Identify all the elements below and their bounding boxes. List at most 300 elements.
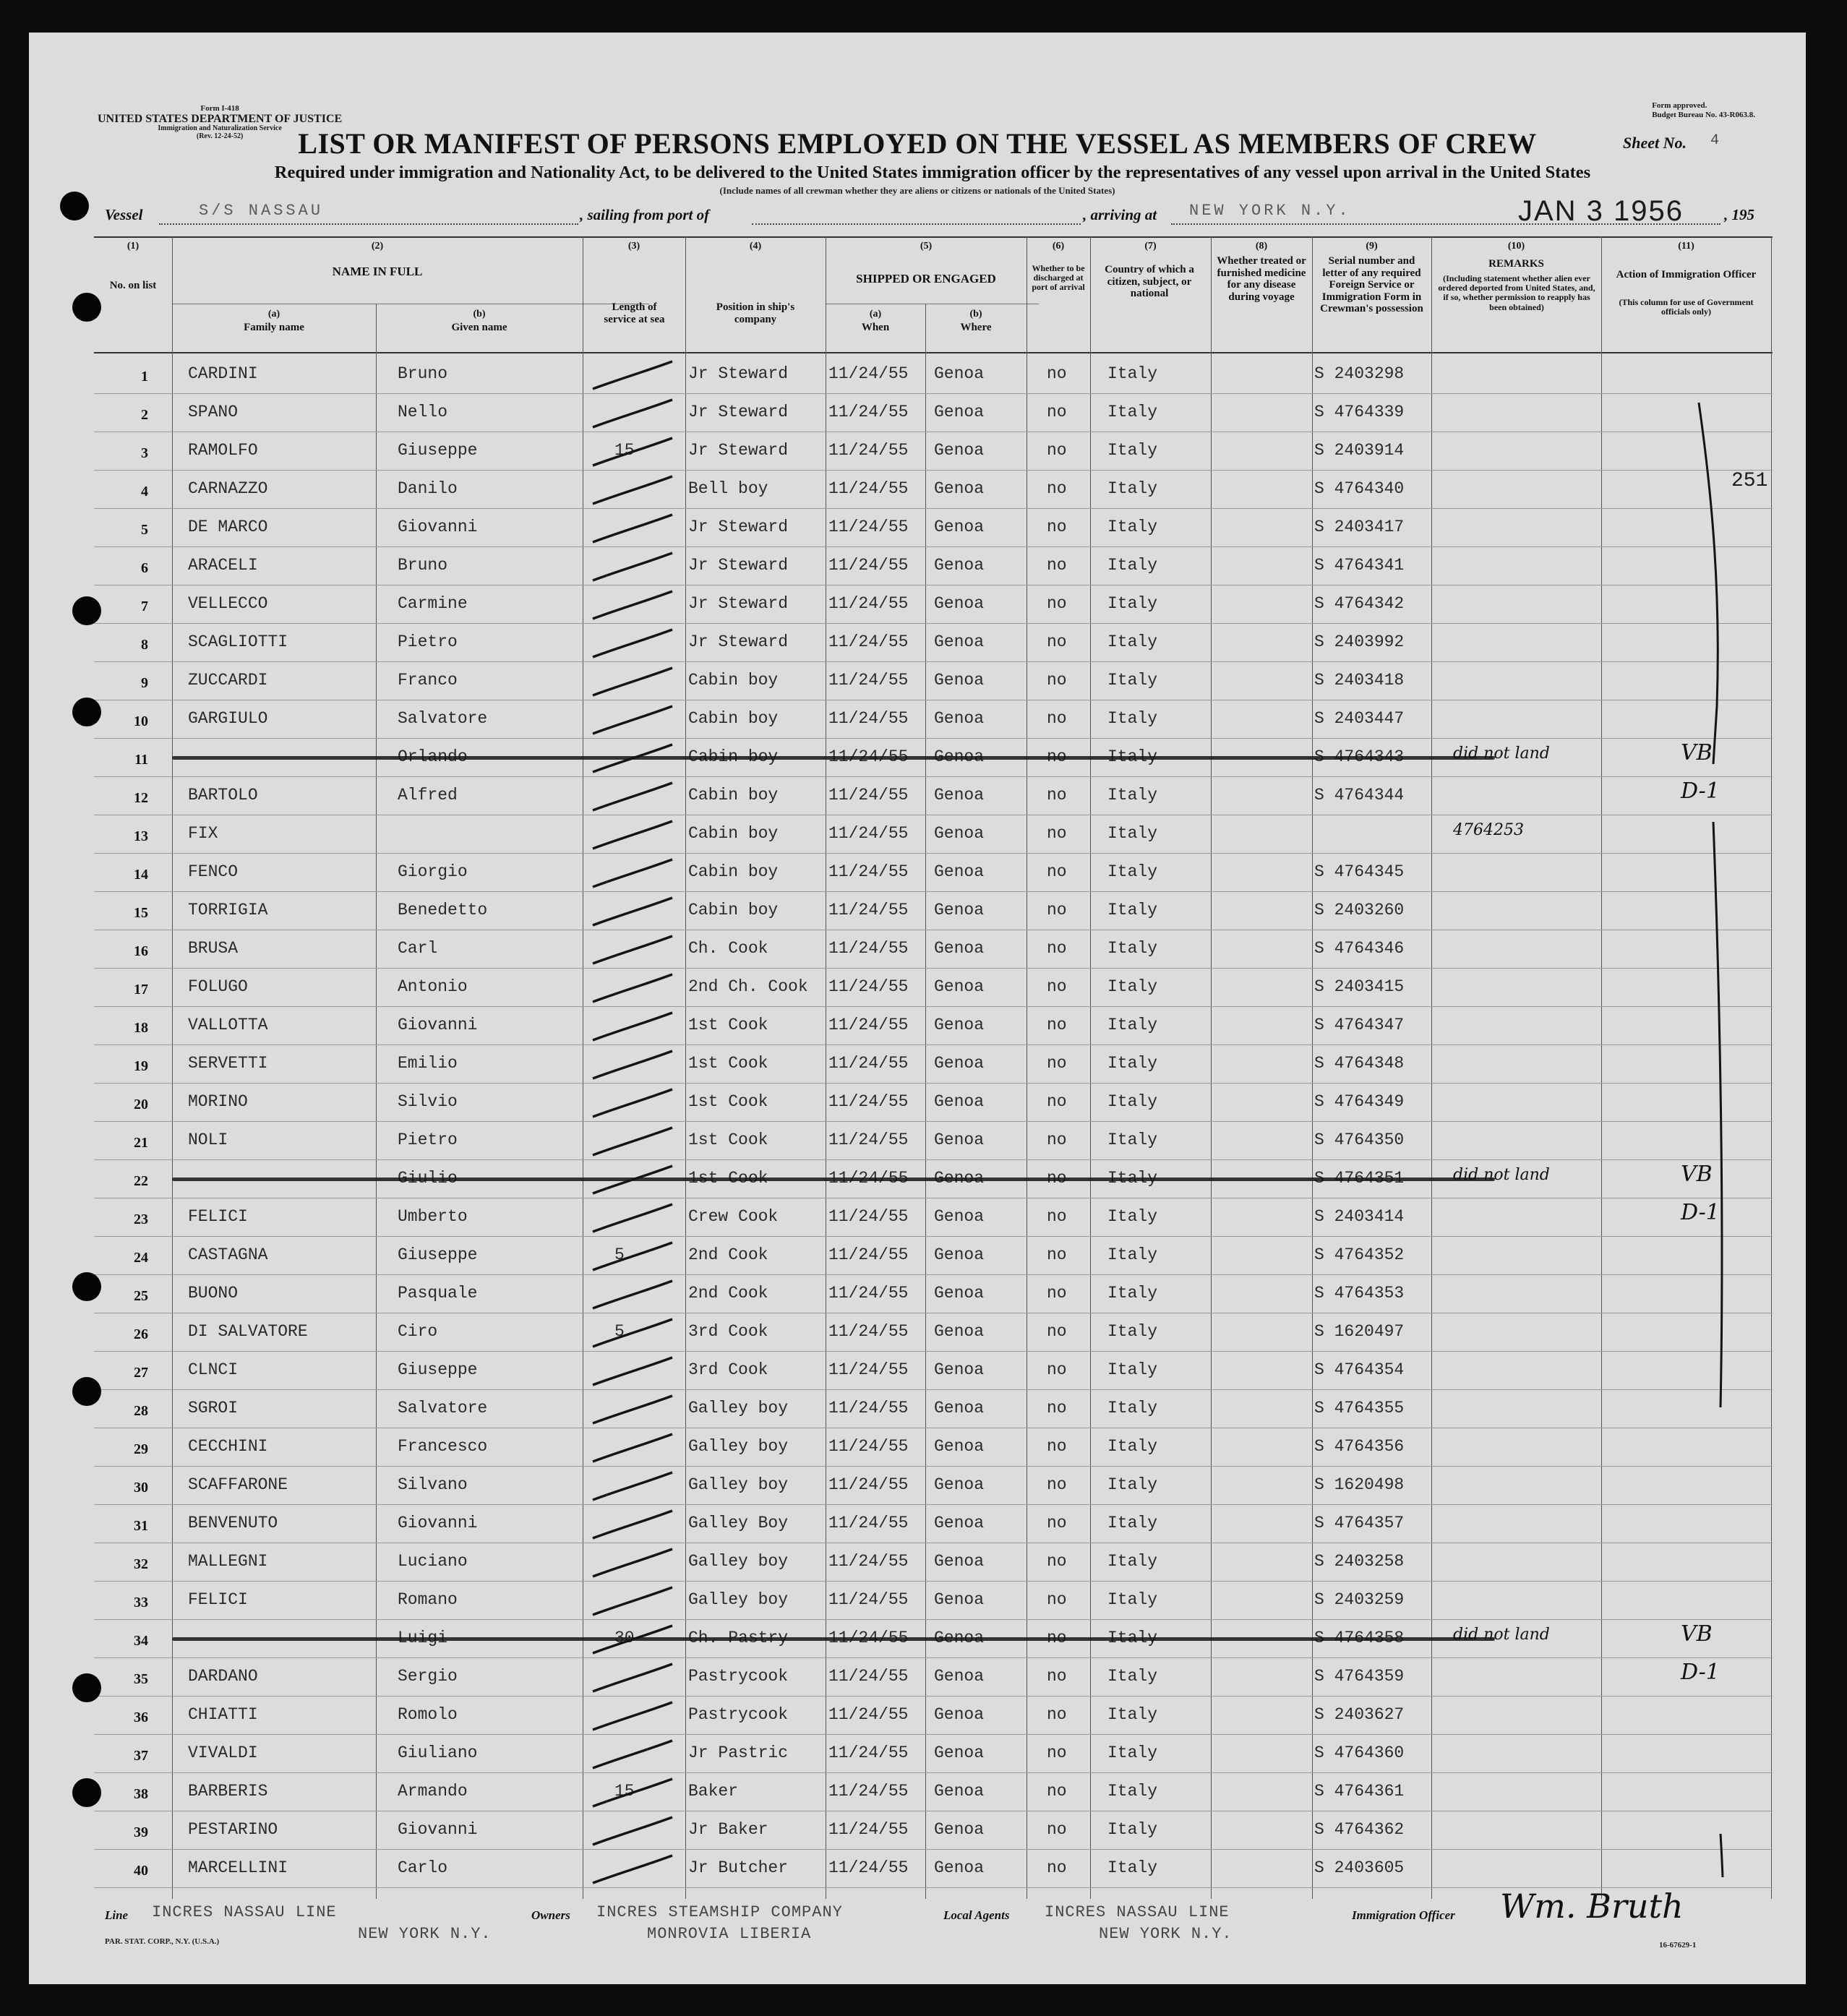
given-name: Giuliano [398, 1743, 478, 1762]
shipped-where: Genoa [934, 671, 985, 690]
shipped-when: 11/24/55 [828, 1054, 909, 1073]
col5-header: SHIPPED OR ENGAGED [856, 272, 996, 286]
family-name: BENVENUTO [188, 1514, 278, 1532]
table-row [94, 854, 1773, 892]
row-number: 13 [134, 828, 148, 844]
table-row [94, 969, 1773, 1007]
serial-number: S 2403415 [1314, 977, 1405, 996]
remark: did not land [1453, 1166, 1550, 1184]
shipped-when: 11/24/55 [828, 1743, 909, 1762]
shipped-when: 11/24/55 [828, 1016, 909, 1034]
sailing-label: , sailing from port of [580, 206, 710, 223]
serial-number: S 4764359 [1314, 1667, 1405, 1686]
given-name: Benedetto [398, 901, 488, 919]
row-number: 18 [134, 1020, 148, 1036]
shipped-when: 11/24/55 [828, 1437, 909, 1456]
family-name: FELICI [188, 1590, 248, 1609]
local-agents-value: INCRES NASSAU LINE [1045, 1903, 1230, 1921]
country: Italy [1107, 1016, 1158, 1034]
service-check-mark [587, 1390, 681, 1428]
family-name: FOLUGO [188, 977, 248, 996]
service-check-mark [587, 700, 681, 739]
country: Italy [1107, 1782, 1158, 1801]
sailing-underline [752, 223, 1081, 225]
page-title: LIST OR MANIFEST OF PERSONS EMPLOYED ON THE VESSEL AS MEMBERS OF CREW [298, 127, 1537, 160]
service-check-mark [587, 432, 681, 471]
service-check-mark [587, 1543, 681, 1582]
table-row [94, 892, 1773, 930]
shipped-when: 11/24/55 [828, 441, 909, 460]
service-check-mark [587, 1007, 681, 1045]
given-name: Salvatore [398, 709, 488, 728]
table-row [94, 777, 1773, 815]
col6-number: (6) [1052, 241, 1065, 252]
table-row [94, 509, 1773, 547]
discharged: no [1047, 1360, 1067, 1379]
col4-header: Position in ship's company [716, 301, 795, 325]
revision-line: (Rev. 12-24-52) [196, 132, 244, 140]
family-name: CARNAZZO [188, 479, 268, 498]
shipped-when: 11/24/55 [828, 556, 909, 575]
col8-number: (8) [1255, 241, 1268, 252]
shipped-when: 11/24/55 [828, 1284, 909, 1303]
family-name: BARTOLO [188, 786, 258, 805]
given-name: Francesco [398, 1437, 488, 1456]
table-row [94, 1237, 1773, 1275]
row-number: 19 [134, 1058, 148, 1074]
family-name: VELLECCO [188, 594, 268, 613]
line-value: INCRES NASSAU LINE [152, 1903, 337, 1921]
table-row [94, 1275, 1773, 1313]
discharged: no [1047, 479, 1067, 498]
owners-label: Owners [531, 1908, 570, 1922]
given-name: Giovanni [398, 1514, 478, 1532]
row-number: 40 [134, 1863, 148, 1879]
serial-number: S 4764340 [1314, 479, 1405, 498]
service-check-mark [587, 662, 681, 700]
row-number: 34 [134, 1633, 148, 1649]
family-name: DARDANO [188, 1667, 258, 1686]
strikethrough-line [172, 1178, 1495, 1181]
given-name: Pasquale [398, 1284, 478, 1303]
year-suffix: , 195 [1724, 206, 1754, 223]
position: Baker [688, 1782, 739, 1801]
shipped-where: Genoa [934, 1399, 985, 1417]
serial-number: S 4764347 [1314, 1016, 1405, 1034]
shipped-where: Genoa [934, 1437, 985, 1456]
country: Italy [1107, 977, 1158, 996]
officer-action: VB [1681, 1621, 1713, 1647]
serial-number: S 4764346 [1314, 939, 1405, 958]
family-name: DE MARCO [188, 518, 268, 536]
row-number: 28 [134, 1403, 148, 1419]
serial-number: S 4764354 [1314, 1360, 1405, 1379]
row-number: 6 [141, 560, 148, 576]
position: Jr Steward [688, 556, 789, 575]
service-check-mark [587, 1658, 681, 1697]
table-row [94, 471, 1773, 509]
position: Galley boy [688, 1552, 789, 1571]
row-number: 10 [134, 713, 148, 729]
discharged: no [1047, 1245, 1067, 1264]
shipped-where: Genoa [934, 939, 985, 958]
position: Jr Steward [688, 364, 789, 383]
service-check-mark [587, 1352, 681, 1390]
shipped-when: 11/24/55 [828, 1475, 909, 1494]
given-name: Nello [398, 403, 448, 421]
family-name: TORRIGIA [188, 901, 268, 919]
shipped-when: 11/24/55 [828, 632, 909, 651]
row-number: 3 [141, 445, 148, 461]
officer-action: D-1 [1681, 1660, 1720, 1685]
family-name: FIX [188, 824, 218, 843]
discharged: no [1047, 1705, 1067, 1724]
table-row [94, 1352, 1773, 1390]
service-check-mark [587, 547, 681, 586]
row-number: 38 [134, 1786, 148, 1802]
given-name: Giuseppe [398, 1360, 478, 1379]
col5b-header: Where [960, 322, 992, 333]
serial-number: S 4764345 [1314, 862, 1405, 881]
budget-bureau-line: Budget Bureau No. 43-R063.8. [1652, 110, 1755, 119]
shipped-when: 11/24/55 [828, 901, 909, 919]
service-check-mark [587, 1045, 681, 1084]
shipped-when: 11/24/55 [828, 977, 909, 996]
family-name: SGROI [188, 1399, 239, 1417]
position: 1st Cook [688, 1016, 768, 1034]
subtitle-note: (Include names of all crewman whether they are aliens or citizens or nationals of the United States) [719, 185, 1115, 196]
service-check-mark [587, 1198, 681, 1237]
country: Italy [1107, 1820, 1158, 1839]
family-name: VIVALDI [188, 1743, 258, 1762]
discharged: no [1047, 1092, 1067, 1111]
shipped-where: Genoa [934, 1705, 985, 1724]
table-row [94, 586, 1773, 624]
table-row [94, 1122, 1773, 1160]
table-row [94, 930, 1773, 969]
table-row [94, 1505, 1773, 1543]
country: Italy [1107, 479, 1158, 498]
discharged: no [1047, 977, 1067, 996]
shipped-where: Genoa [934, 1092, 985, 1111]
given-name: Giuseppe [398, 441, 478, 460]
given-name: Giuseppe [398, 1245, 478, 1264]
position: 1st Cook [688, 1092, 768, 1111]
position: Jr Steward [688, 403, 789, 421]
country: Italy [1107, 364, 1158, 383]
remark: 4764253 [1453, 821, 1524, 839]
position: Cabin boy [688, 709, 779, 728]
family-name: RAMOLFO [188, 441, 258, 460]
subtitle: Required under immigration and Nationality Act, to be delivered to the United States immigration officer by the representatives of any vessel upon arrival in the United States [274, 163, 1591, 182]
remark: did not land [1453, 1626, 1550, 1644]
country: Italy [1107, 1131, 1158, 1149]
position: 2nd Cook [688, 1245, 768, 1264]
table-row [94, 1007, 1773, 1045]
shipped-when: 11/24/55 [828, 1207, 909, 1226]
table-row [94, 1850, 1773, 1888]
discharged: no [1047, 1782, 1067, 1801]
table-row [94, 1658, 1773, 1697]
punch-hole [72, 698, 101, 726]
position: Jr Steward [688, 441, 789, 460]
col2-header: NAME IN FULL [332, 265, 423, 278]
given-name: Pietro [398, 1131, 458, 1149]
serial-number: S 2403914 [1314, 441, 1405, 460]
service-check-mark [587, 930, 681, 969]
serial-number: S 4764344 [1314, 786, 1405, 805]
col11-header: Action of Immigration Officer [1616, 269, 1757, 280]
discharged: no [1047, 786, 1067, 805]
line-value-city: NEW YORK N.Y. [358, 1925, 492, 1943]
country: Italy [1107, 709, 1158, 728]
discharged: no [1047, 1207, 1067, 1226]
shipped-where: Genoa [934, 556, 985, 575]
shipped-where: Genoa [934, 1207, 985, 1226]
family-name: DI SALVATORE [188, 1322, 308, 1341]
table-row [94, 1390, 1773, 1428]
serial-number: S 4764342 [1314, 594, 1405, 613]
given-name: Emilio [398, 1054, 458, 1073]
discharged: no [1047, 901, 1067, 919]
service-check-mark [587, 1467, 681, 1505]
sheet-label: Sheet No. [1623, 134, 1687, 152]
family-name: SPANO [188, 403, 239, 421]
position: Pastrycook [688, 1667, 789, 1686]
serial-number: S 2403605 [1314, 1858, 1405, 1877]
serial-number: S 1620498 [1314, 1475, 1405, 1494]
table-row [94, 432, 1773, 471]
position: Galley boy [688, 1437, 789, 1456]
country: Italy [1107, 594, 1158, 613]
country: Italy [1107, 1437, 1158, 1456]
shipped-when: 11/24/55 [828, 786, 909, 805]
shipped-where: Genoa [934, 1590, 985, 1609]
shipped-where: Genoa [934, 1743, 985, 1762]
discharged: no [1047, 862, 1067, 881]
discharged: no [1047, 709, 1067, 728]
row-number: 33 [134, 1595, 148, 1610]
shipped-when: 11/24/55 [828, 824, 909, 843]
service-check-mark [587, 1505, 681, 1543]
country: Italy [1107, 1399, 1158, 1417]
country: Italy [1107, 1054, 1158, 1073]
shipped-where: Genoa [934, 441, 985, 460]
shipped-where: Genoa [934, 786, 985, 805]
row-number: 36 [134, 1710, 148, 1725]
country: Italy [1107, 1858, 1158, 1877]
punch-hole [72, 1778, 101, 1807]
position: Galley boy [688, 1475, 789, 1494]
country: Italy [1107, 1590, 1158, 1609]
given-name: Silvio [398, 1092, 458, 1111]
row-number: 24 [134, 1250, 148, 1266]
crew-table [94, 236, 1773, 1899]
family-name: ZUCCARDI [188, 671, 268, 690]
officer-action: VB [1681, 1162, 1713, 1187]
position: Galley boy [688, 1590, 789, 1609]
shipped-when: 11/24/55 [828, 939, 909, 958]
country: Italy [1107, 1475, 1158, 1494]
shipped-when: 11/24/55 [828, 1514, 909, 1532]
strikethrough-line [172, 1637, 1495, 1641]
shipped-when: 11/24/55 [828, 1782, 909, 1801]
family-name: SCAFFARONE [188, 1475, 288, 1494]
serial-number: S 2403298 [1314, 364, 1405, 383]
position: 1st Cook [688, 1054, 768, 1073]
shipped-where: Genoa [934, 403, 985, 421]
agency-subline: Immigration and Naturalization Service [158, 124, 282, 133]
service-check-mark [587, 1811, 681, 1850]
row-number: 22 [134, 1173, 148, 1189]
row-number: 35 [134, 1671, 148, 1687]
family-name: CHIATTI [188, 1705, 258, 1724]
service-check-mark [587, 1697, 681, 1735]
family-name: MALLEGNI [188, 1552, 268, 1571]
family-name: VALLOTTA [188, 1016, 268, 1034]
col2b-letter: (b) [473, 309, 486, 319]
shipped-when: 11/24/55 [828, 1399, 909, 1417]
shipped-when: 11/24/55 [828, 709, 909, 728]
service-check-mark [587, 1850, 681, 1888]
table-row [94, 662, 1773, 700]
table-row [94, 1811, 1773, 1850]
family-name: ARACELI [188, 556, 258, 575]
discharged: no [1047, 1284, 1067, 1303]
col2a-header: Family name [244, 322, 304, 333]
country: Italy [1107, 1743, 1158, 1762]
arriving-label: , arriving at [1083, 206, 1157, 223]
col10-number: (10) [1507, 241, 1525, 252]
country: Italy [1107, 1552, 1158, 1571]
owners-value: INCRES STEAMSHIP COMPANY [596, 1903, 843, 1921]
given-name: Giovanni [398, 518, 478, 536]
service-check-mark [587, 1773, 681, 1811]
given-name: Giovanni [398, 1016, 478, 1034]
shipped-when: 11/24/55 [828, 594, 909, 613]
shipped-when: 11/24/55 [828, 1858, 909, 1877]
row-number: 30 [134, 1480, 148, 1496]
country: Italy [1107, 901, 1158, 919]
col9-header: Serial number and letter of any required Foreign Service or Immigration Form in Crewman's possession [1320, 255, 1423, 314]
table-row [94, 1697, 1773, 1735]
discharged: no [1047, 1322, 1067, 1341]
table-row [94, 547, 1773, 586]
serial-number: S 2403258 [1314, 1552, 1405, 1571]
serial-number: S 4764350 [1314, 1131, 1405, 1149]
row-number: 29 [134, 1441, 148, 1457]
family-name: CASTAGNA [188, 1245, 268, 1264]
service-check-mark [587, 969, 681, 1007]
officer-action: VB [1681, 740, 1713, 765]
position: 3rd Cook [688, 1360, 768, 1379]
family-name: CLNCI [188, 1360, 239, 1379]
col6-header: Whether to be discharged at port of arrival [1032, 263, 1085, 293]
table-row [94, 815, 1773, 854]
row-number: 39 [134, 1824, 148, 1840]
row-number: 31 [134, 1518, 148, 1534]
shipped-when: 11/24/55 [828, 1245, 909, 1264]
shipped-when: 11/24/55 [828, 1360, 909, 1379]
position: Bell boy [688, 479, 768, 498]
discharged: no [1047, 1552, 1067, 1571]
given-name: Bruno [398, 556, 448, 575]
country: Italy [1107, 1705, 1158, 1724]
discharged: no [1047, 1399, 1067, 1417]
country: Italy [1107, 632, 1158, 651]
family-name: FENCO [188, 862, 239, 881]
row-number: 32 [134, 1556, 148, 1572]
shipped-when: 11/24/55 [828, 862, 909, 881]
service-check-mark [587, 1313, 681, 1352]
shipped-where: Genoa [934, 1782, 985, 1801]
row-number: 20 [134, 1097, 148, 1112]
service-check-mark [587, 471, 681, 509]
row-number: 4 [141, 484, 148, 499]
shipped-where: Genoa [934, 901, 985, 919]
given-name: Danilo [398, 479, 458, 498]
country: Italy [1107, 939, 1158, 958]
position: Cabin boy [688, 671, 779, 690]
table-row [94, 1198, 1773, 1237]
serial-number: S 2403414 [1314, 1207, 1405, 1226]
country: Italy [1107, 403, 1158, 421]
vessel-underline [159, 223, 578, 225]
table-row [94, 1620, 1773, 1658]
service-check-mark [587, 586, 681, 624]
serial-number: S 2403627 [1314, 1705, 1405, 1724]
position: 2nd Cook [688, 1284, 768, 1303]
service-check-mark [587, 1122, 681, 1160]
punch-hole [72, 1272, 101, 1301]
table-row [94, 1582, 1773, 1620]
serial-number: S 4764355 [1314, 1399, 1405, 1417]
length-of-service: 15 [614, 441, 635, 460]
given-name: Sergio [398, 1667, 458, 1686]
position: Ch. Cook [688, 939, 768, 958]
service-check-mark [587, 1237, 681, 1275]
serial-number: S 2403447 [1314, 709, 1405, 728]
serial-number: S 2403418 [1314, 671, 1405, 690]
shipped-where: Genoa [934, 1820, 985, 1839]
service-check-mark [587, 509, 681, 547]
length-of-service: 5 [614, 1322, 625, 1341]
shipped-where: Genoa [934, 364, 985, 383]
serial-number: S 4764339 [1314, 403, 1405, 421]
col11-note: (This column for use of Government officials only) [1619, 297, 1754, 317]
manifest-page [29, 33, 1806, 1984]
country: Italy [1107, 824, 1158, 843]
length-of-service: 15 [614, 1782, 635, 1801]
table-row [94, 700, 1773, 739]
position: Pastrycook [688, 1705, 789, 1724]
discharged: no [1047, 441, 1067, 460]
discharged: no [1047, 1016, 1067, 1034]
country: Italy [1107, 518, 1158, 536]
shipped-where: Genoa [934, 1245, 985, 1264]
position: Galley Boy [688, 1514, 789, 1532]
given-name: Franco [398, 671, 458, 690]
owners-value-city: MONROVIA LIBERIA [647, 1925, 812, 1943]
table-row [94, 1428, 1773, 1467]
given-name: Antonio [398, 977, 468, 996]
shipped-when: 11/24/55 [828, 1667, 909, 1686]
family-name: BUONO [188, 1284, 239, 1303]
discharged: no [1047, 632, 1067, 651]
row-number: 12 [134, 790, 148, 806]
family-name: BRUSA [188, 939, 239, 958]
discharged: no [1047, 594, 1067, 613]
